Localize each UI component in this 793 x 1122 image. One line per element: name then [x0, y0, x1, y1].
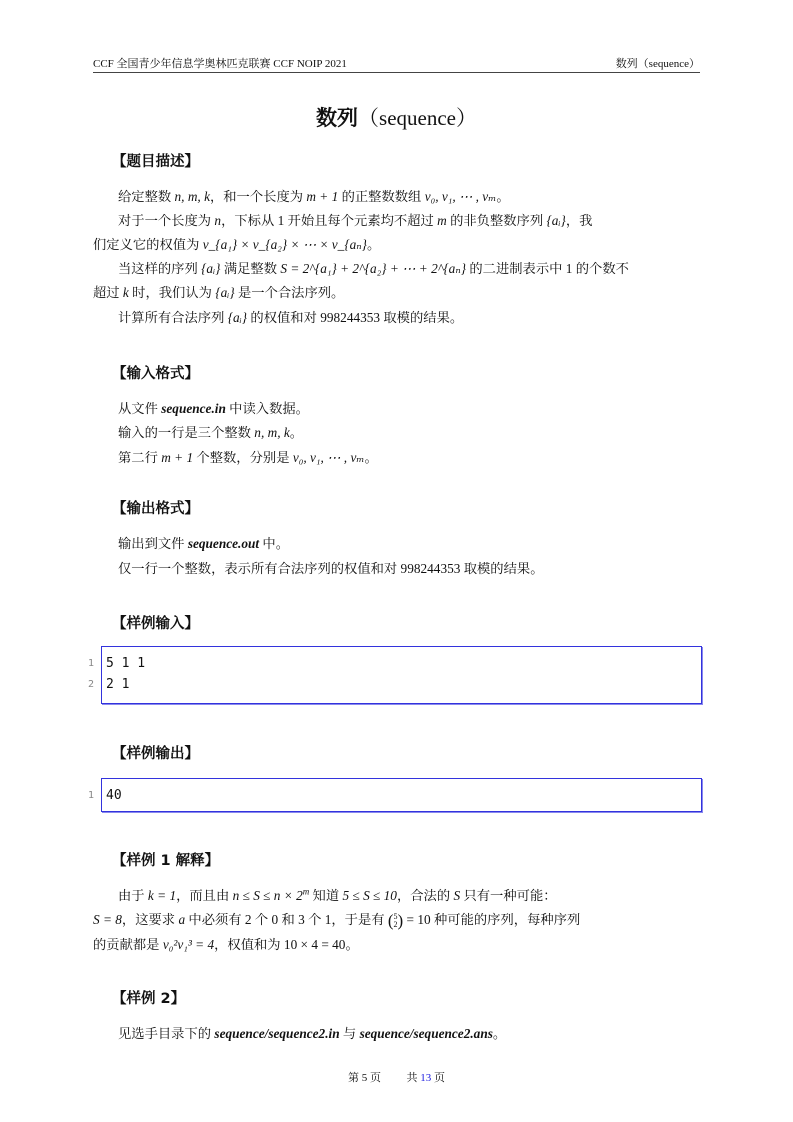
code-text: 40 — [106, 788, 122, 803]
filename: sequence/sequence2.ans — [359, 1026, 493, 1041]
text: 共 — [406, 1072, 421, 1084]
filename: sequence.out — [187, 536, 260, 551]
text: 知道 — [309, 888, 343, 903]
math: m — [437, 213, 447, 228]
text: 个整数，分别是 — [193, 450, 293, 465]
filename: sequence/sequence2.in — [214, 1026, 340, 1041]
text: ，合法的 — [396, 888, 454, 903]
text: 中必须有 2 个 0 和 3 个 1，于是有 — [185, 912, 388, 927]
text: 与 — [339, 1026, 360, 1041]
text: 。 — [496, 189, 510, 204]
math: a — [178, 912, 186, 927]
header-problem-name: 数列（sequence） — [615, 58, 700, 70]
input-format-line-2 — [118, 422, 303, 444]
title-cn: 数列 — [316, 106, 359, 130]
section-input-format-heading: 【输入格式】 — [112, 366, 199, 382]
description-paragraph-4 — [118, 307, 463, 329]
text: ，下标从 1 开始且每个元素均不超过 — [221, 213, 438, 228]
math: v₀, v₁, ⋯ , vₘ — [424, 189, 497, 204]
binom-bottom: 2 — [393, 919, 398, 929]
description-paragraph-1 — [118, 186, 510, 208]
output-format-line-1 — [118, 533, 289, 555]
text: ，和一个长度为 — [209, 189, 307, 204]
text: 超过 — [93, 285, 123, 300]
text: 由于 — [118, 888, 148, 903]
code-line — [88, 653, 701, 674]
output-format-line-2: 仅一行一个整数，表示所有合法序列的权值和对 998244353 取模的结果。 — [118, 561, 544, 576]
math: n ≤ S ≤ n × 2 — [232, 888, 303, 903]
code-text: 5 1 1 — [106, 656, 146, 671]
text: 计算所有合法序列 — [118, 310, 228, 325]
text: ，我 — [565, 213, 593, 228]
page-header — [93, 54, 700, 73]
text: 只有一种可能： — [460, 888, 557, 903]
sample-output-box — [88, 778, 702, 812]
text: 的二进制表示中 1 的个数不 — [466, 261, 629, 276]
code-line — [88, 674, 701, 695]
text: 页 — [367, 1072, 381, 1084]
line-number: 1 — [88, 790, 95, 801]
text: 满足整数 — [220, 261, 281, 276]
math: k = 1 — [147, 888, 177, 903]
math: m + 1 — [161, 450, 194, 465]
explain-line-1 — [118, 885, 557, 907]
text: 中。 — [259, 536, 290, 551]
line-number: 1 — [88, 658, 95, 669]
title-en: （sequence） — [358, 106, 477, 130]
math: n, m, k — [254, 425, 290, 440]
text: 对于一个长度为 — [118, 213, 215, 228]
line-number: 2 — [88, 679, 95, 690]
input-format-line-1 — [118, 398, 309, 420]
math: S — [453, 888, 461, 903]
text: ，权值和为 10 × 4 = 40。 — [214, 937, 359, 952]
description-paragraph-2 — [118, 210, 592, 232]
description-paragraph-3 — [118, 258, 629, 280]
text: 的正整数数组 — [338, 189, 425, 204]
math: v₀²v₁³ = 4 — [162, 937, 215, 952]
section-sample-output-heading: 【样例输出】 — [112, 746, 199, 762]
filename: sequence.in — [161, 401, 226, 416]
text: 从文件 — [118, 401, 162, 416]
input-format-line-3 — [118, 447, 378, 469]
section-sample2-heading: 【样例 2】 — [112, 991, 186, 1007]
math: 5 ≤ S ≤ 10 — [342, 888, 397, 903]
text: 。 — [364, 450, 378, 465]
section-sample1-explain-heading: 【样例 1 解释】 — [112, 853, 220, 869]
text: 。 — [367, 237, 381, 252]
code-line — [88, 785, 701, 806]
text: 输出到文件 — [118, 536, 188, 551]
math: {aᵢ} — [201, 261, 221, 276]
explain-line-3 — [93, 934, 359, 956]
math: n, m, k — [174, 189, 210, 204]
problem-title — [0, 102, 793, 132]
text: 们定义它的权值为 — [93, 237, 203, 252]
text: ，这要求 — [121, 912, 179, 927]
text: 的非负整数序列 — [446, 213, 547, 228]
math: m + 1 — [306, 189, 339, 204]
text: = 10 种可能的序列，每种序列 — [403, 912, 581, 927]
code-text: 2 1 — [106, 677, 130, 692]
text: 的权值和对 998244353 取模的结果。 — [247, 310, 464, 325]
header-contest-name: CCF 全国青少年信息学奥林匹克联赛 CCF NOIP 2021 — [93, 58, 347, 70]
text: 给定整数 — [118, 189, 175, 204]
text: 第二行 — [118, 450, 162, 465]
math: S = 2^{a₁} + 2^{a₂} + ⋯ + 2^{aₙ} — [280, 261, 467, 276]
math: n — [214, 213, 222, 228]
text: 第 — [348, 1072, 362, 1084]
text: 中读入数据。 — [225, 401, 309, 416]
math: k — [122, 285, 129, 300]
binom-right-paren: ) — [397, 910, 404, 930]
sample-input-box — [88, 646, 702, 704]
page-number: 5 — [361, 1072, 368, 1084]
description-paragraph-2-cont — [93, 234, 380, 256]
description-paragraph-3-cont — [93, 282, 344, 304]
math: {aᵢ} — [546, 213, 566, 228]
section-description-heading: 【题目描述】 — [112, 154, 199, 170]
text: 当这样的序列 — [118, 261, 202, 276]
sample2-line — [118, 1023, 506, 1045]
text: ，而且由 — [176, 888, 233, 903]
text: 见选手目录下的 — [118, 1026, 215, 1041]
math: {aᵢ} — [227, 310, 248, 325]
text: 页 — [431, 1072, 445, 1084]
text: 。 — [492, 1026, 507, 1041]
total-pages-link[interactable]: 13 — [420, 1072, 432, 1084]
math: S = 8 — [93, 912, 122, 927]
math: {aᵢ} — [215, 285, 235, 300]
explain-line-2 — [93, 909, 580, 932]
math: v_{a₁} × v_{a₂} × ⋯ × v_{aₙ} — [202, 237, 367, 252]
binom-left-paren: ( — [387, 910, 394, 930]
text: 的贡献都是 — [93, 937, 163, 952]
text: 时，我们认为 — [128, 285, 216, 300]
page-footer — [0, 1069, 793, 1085]
math: m — [302, 886, 310, 897]
binom-top: 5 — [393, 911, 398, 921]
text: 输入的一行是三个整数 — [118, 425, 255, 440]
text: 是一个合法序列。 — [234, 285, 345, 300]
math: v₀, v₁, ⋯ , vₘ — [292, 450, 365, 465]
text: 。 — [289, 425, 304, 440]
section-output-format-heading: 【输出格式】 — [112, 501, 199, 517]
section-sample-input-heading: 【样例输入】 — [112, 616, 199, 632]
